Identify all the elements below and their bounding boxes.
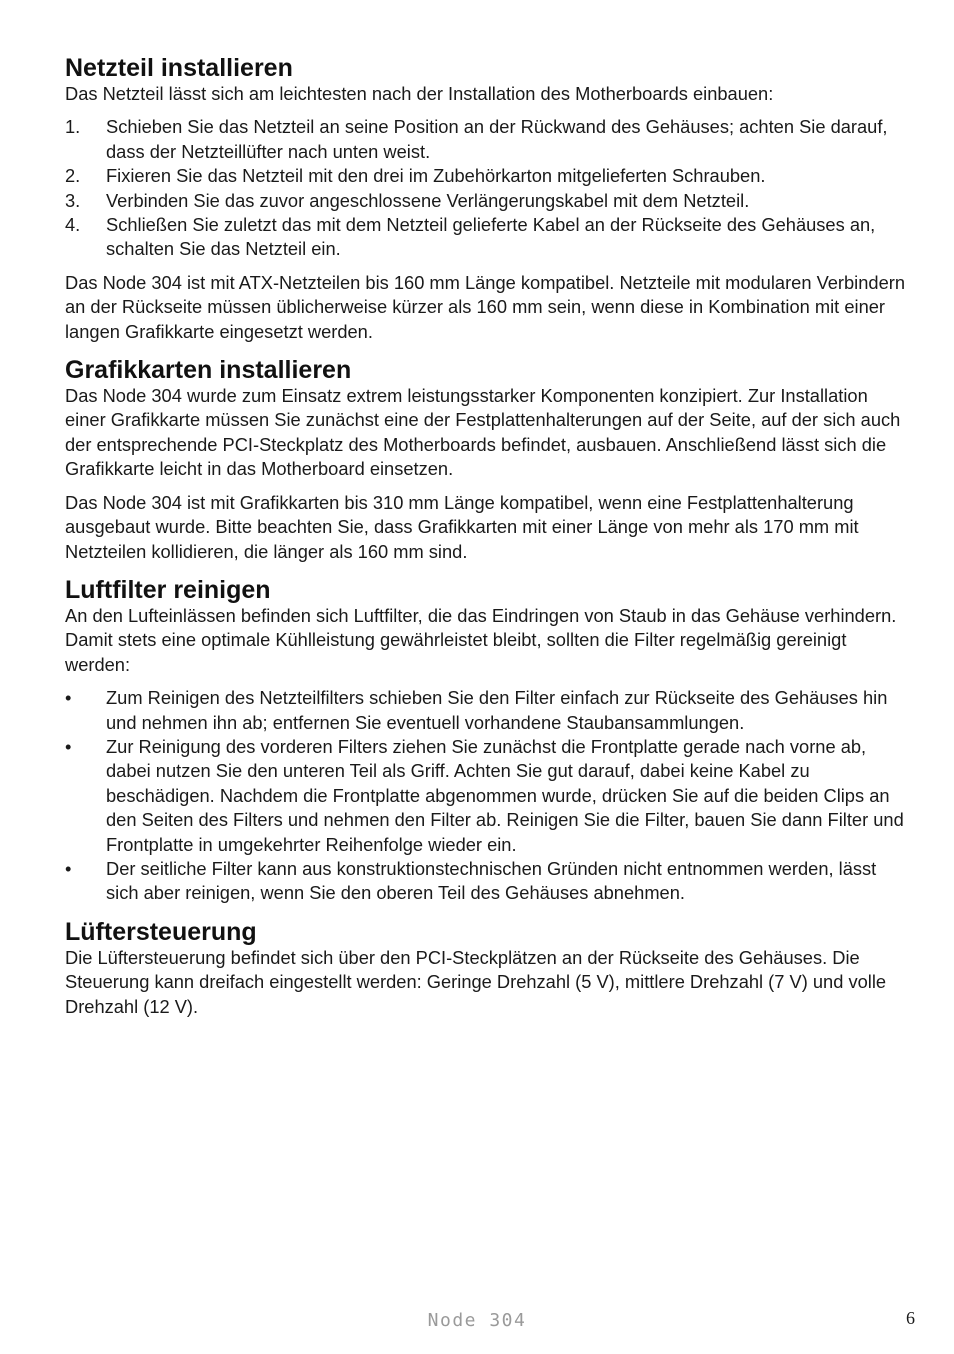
list-item-text: Verbinden Sie das zuvor angeschlossene Verlängerungskabel mit dem Netzteil. — [106, 189, 750, 211]
page-number: 6 — [906, 1308, 915, 1328]
list-item-text: Zur Reinigung des vorderen Filters ziehen Sie zunächst die Frontplatte gerade nach vorne ab, dabei nutzen Sie den unteren Teil als Griff. Achten Sie gut darauf, dabei keine Kabel zu beschädigen. Nachdem die Frontplatte abgenommen wurde, drücken Sie auf die beiden Clips an den Seiten des Filters und nehmen den Filter ab. Reinigen Sie die Filter, bauen Sie dann Filter und Frontplatte in umgekehrter Reihenfolge wieder ein. — [106, 735, 904, 855]
heading-netzteil-installieren: Netzteil installieren — [65, 54, 293, 82]
paragraph-luftersteuerung: Die Lüftersteuerung befindet sich über den PCI-Steckplätzen an der Rückseite des Gehäuses. Die Steuerung kann dreifach eingestellt werden: Geringe Drehzahl (5 V), mittlere Drehzahl (7 V) und volle Drehzahl (12 V). — [65, 946, 887, 1017]
section-grafikkarten-installieren — [65, 356, 905, 564]
section-luftersteuerung — [65, 918, 905, 1019]
heading-luftersteuerung: Lüftersteuerung — [65, 917, 257, 946]
list-item-text: Der seitliche Filter kann aus konstruktionstechnischen Gründen nicht entnommen werden, lässt sich aber reinigen, wenn Sie den oberen Teil des Gehäuses abnehmen. — [106, 857, 877, 904]
bullet-marker: • — [65, 857, 72, 879]
heading-grafikkarten-installieren: Grafikkarten installieren — [65, 356, 352, 385]
list-item-text: Fixieren Sie das Netzteil mit den drei im Zubehörkarton mitgelieferten Schrauben. — [106, 165, 766, 187]
list-item — [65, 735, 905, 857]
bullet-list — [65, 686, 905, 906]
paragraph-luftfilter-intro: An den Lufteinlässen befinden sich Luftfilter, die das Eindringen von Staub in das Gehäuse verhindern. Damit stets eine optimale Kühlleistung gewährleistet bleibt, sollten die Filter regelmäßig gereinigt werden: — [65, 604, 897, 675]
document-body — [65, 54, 905, 1019]
list-marker: 1. — [65, 116, 81, 138]
list-item — [65, 213, 905, 262]
heading-luftfilter-reinigen: Luftfilter reinigen — [65, 575, 271, 604]
section-netzteil-installieren — [65, 54, 905, 344]
list-marker: 2. — [65, 165, 81, 187]
list-item — [65, 115, 905, 164]
paragraph-grafikkarten-1: Das Node 304 wurde zum Einsatz extrem leistungsstarker Komponenten konzipiert. Zur Installation einer Grafikkarte müssen Sie zunächst eine der Festplattenhalterungen auf der Seite, auf der sich auch der entsprechende PCI-Steckplatz des Motherboards befindet, ausbauen. Anschließend lässt sich die Grafikkarte leicht in das Motherboard einsetzen. — [65, 385, 901, 480]
paragraph-netzteil-note: Das Node 304 ist mit ATX-Netzteilen bis 160 mm Länge kompatibel. Netzteile mit modularen Verbindern an der Rückseite müssen üblicherweise kürzer als 160 mm sein, wenn diese in Kombination mit einer langen Grafikkarte eingesetzt werden. — [65, 271, 905, 342]
list-item — [65, 189, 905, 213]
numbered-steps — [65, 115, 905, 261]
footer-brand: Node 304 — [427, 1310, 527, 1331]
bullet-marker: • — [65, 735, 72, 757]
list-marker: 4. — [65, 214, 81, 236]
list-item — [65, 857, 905, 906]
list-item-text: Schieben Sie das Netzteil an seine Position an der Rückwand des Gehäuses; achten Sie darauf, dass der Netzteillüfter nach unten weist. — [106, 116, 888, 162]
paragraph-grafikkarten-2: Das Node 304 ist mit Grafikkarten bis 310 mm Länge kompatibel, wenn eine Festplattenhalterung ausgebaut wurde. Bitte beachten Sie, dass Grafikkarten mit einer Länge von mehr als 170 mm mit Netzteilen kollidieren, die länger als 160 mm sind. — [65, 491, 859, 562]
list-item — [65, 164, 905, 188]
section-luftfilter-reinigen — [65, 576, 905, 906]
bullet-marker: • — [65, 687, 72, 709]
list-item — [65, 686, 905, 735]
list-item-text: Zum Reinigen des Netzteilfilters schieben Sie den Filter einfach zur Rückseite des Gehäuses hin und nehmen ihn ab; entfernen Sie eventuell vorhandene Staubansammlungen. — [106, 687, 888, 733]
list-marker: 3. — [65, 189, 81, 211]
list-item-text: Schließen Sie zuletzt das mit dem Netzteil gelieferte Kabel an der Rückseite des Gehäuses an, schalten Sie das Netzteil ein. — [106, 214, 876, 260]
paragraph-netzteil-intro: Das Netzteil lässt sich am leichtesten nach der Installation des Motherboards einbauen: — [65, 83, 774, 104]
